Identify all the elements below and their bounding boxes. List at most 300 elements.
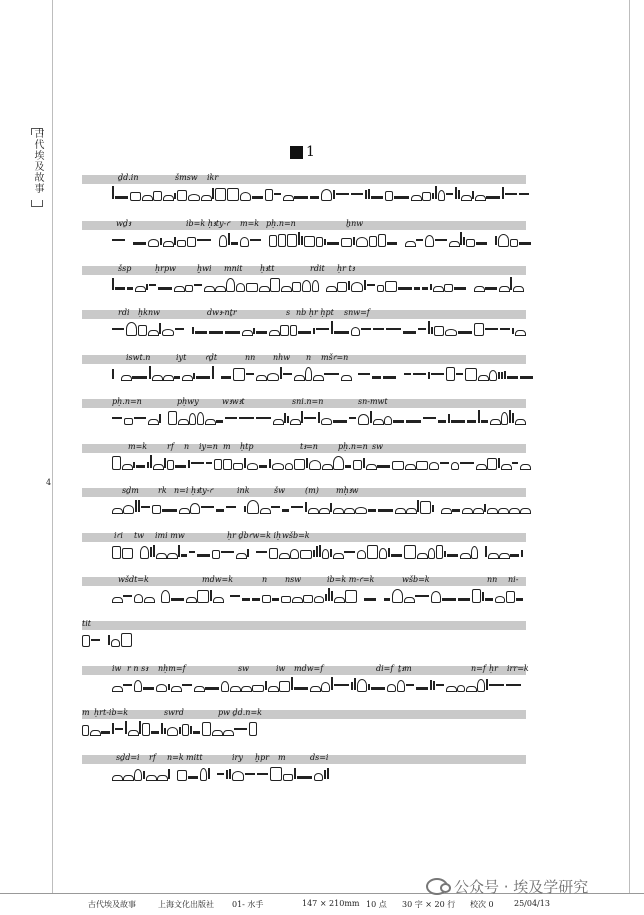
transliteration-word: rf	[167, 442, 174, 451]
hieroglyph-glyph	[246, 373, 254, 375]
hieroglyph-glyph	[269, 548, 278, 559]
hieroglyph-glyph	[510, 239, 518, 247]
hieroglyph-row	[82, 498, 526, 516]
hieroglyph-glyph	[242, 330, 253, 336]
hieroglyph-glyph	[247, 500, 259, 514]
hieroglyph-glyph	[236, 553, 247, 559]
transliteration-word: iyt	[176, 353, 187, 362]
hieroglyph-glyph	[147, 462, 149, 468]
hieroglyph-glyph	[486, 679, 488, 690]
hieroglyph-glyph	[373, 419, 384, 425]
hieroglyph-glyph	[308, 508, 319, 514]
hieroglyph-glyph	[201, 506, 214, 508]
hieroglyph-glyph	[214, 459, 222, 470]
hieroglyph-glyph	[144, 597, 155, 603]
hieroglyph-glyph	[423, 417, 436, 419]
text-line	[82, 664, 529, 696]
transliteration-word: pḥwy	[177, 397, 199, 406]
hieroglyph-glyph	[134, 417, 146, 419]
hieroglyph-glyph	[415, 595, 429, 597]
transliteration-word: ḥr ḏbꜥw=k iḥ	[227, 531, 282, 540]
hieroglyph-glyph	[322, 549, 329, 559]
hieroglyph-glyph	[498, 458, 500, 468]
hieroglyph-glyph	[212, 366, 214, 379]
hieroglyph-glyph	[353, 237, 355, 245]
hieroglyph-glyph	[252, 685, 264, 692]
transliteration-word: dwꜣ-nṯr	[207, 308, 237, 317]
hieroglyph-glyph	[193, 373, 195, 379]
hieroglyph-glyph	[215, 286, 226, 292]
hieroglyph-glyph	[310, 686, 321, 692]
hieroglyph-glyph	[153, 464, 164, 470]
hieroglyph-glyph	[387, 242, 397, 245]
hieroglyph-glyph	[161, 723, 163, 734]
hieroglyph-glyph	[451, 462, 459, 470]
hieroglyph-glyph	[195, 331, 207, 334]
hieroglyph-glyph	[452, 509, 460, 512]
transliteration-word: n	[262, 575, 268, 584]
hieroglyph-glyph	[125, 721, 127, 734]
hieroglyph-glyph	[521, 550, 523, 557]
transliteration-word: n=f	[471, 664, 486, 673]
hieroglyph-glyph	[178, 545, 180, 557]
hieroglyph-glyph	[312, 280, 319, 292]
hieroglyph-glyph	[82, 635, 90, 647]
transliteration-bar	[82, 175, 526, 184]
hieroglyph-glyph	[134, 680, 142, 692]
hieroglyph-glyph	[205, 419, 216, 425]
hieroglyph-glyph	[310, 196, 319, 199]
hieroglyph-glyph	[194, 686, 205, 692]
hieroglyph-glyph	[378, 509, 393, 512]
hieroglyph-glyph	[149, 366, 151, 379]
hieroglyph-glyph	[171, 598, 184, 601]
hieroglyph-glyph	[472, 191, 474, 199]
hieroglyph-glyph	[182, 724, 189, 736]
hieroglyph-glyph	[122, 464, 133, 470]
hieroglyph-glyph	[398, 287, 412, 290]
hieroglyph-glyph	[477, 679, 485, 692]
hieroglyph-glyph	[123, 775, 134, 781]
transliteration-word: sw	[238, 664, 249, 673]
hieroglyph-glyph	[141, 506, 150, 508]
hieroglyph-glyph	[270, 767, 282, 781]
hieroglyph-glyph	[371, 687, 385, 690]
hieroglyph-glyph	[148, 330, 159, 336]
hieroglyph-glyph	[112, 597, 123, 603]
hieroglyph-glyph	[331, 321, 333, 334]
hieroglyph-glyph	[404, 545, 416, 559]
hieroglyph-glyph	[365, 190, 367, 199]
hieroglyph-glyph	[298, 232, 300, 245]
hieroglyph-glyph	[189, 413, 196, 425]
hieroglyph-glyph	[168, 769, 170, 779]
text-line	[82, 444, 526, 474]
hieroglyph-glyph	[316, 237, 323, 247]
hieroglyph-glyph	[233, 368, 245, 381]
hieroglyph-glyph	[387, 684, 396, 692]
transliteration-word: pḥ.n=n	[112, 397, 142, 406]
hieroglyph-glyph	[179, 508, 190, 514]
hieroglyph-row	[82, 276, 526, 294]
hieroglyph-glyph	[451, 420, 465, 423]
hieroglyph-glyph	[363, 458, 365, 468]
hieroglyph-glyph	[159, 323, 161, 334]
hieroglyph-glyph	[474, 286, 485, 292]
hieroglyph-glyph	[197, 554, 210, 557]
hieroglyph-glyph	[177, 190, 187, 201]
hieroglyph-glyph	[234, 728, 247, 730]
hieroglyph-glyph	[369, 236, 377, 247]
hieroglyph-glyph	[186, 597, 197, 603]
hieroglyph-glyph	[204, 286, 215, 292]
hieroglyph-glyph	[397, 680, 405, 692]
hieroglyph-glyph	[507, 376, 518, 379]
hieroglyph-glyph	[489, 370, 497, 381]
hieroglyph-glyph	[216, 509, 224, 512]
hieroglyph-glyph	[411, 195, 422, 201]
hieroglyph-glyph	[252, 598, 260, 601]
hieroglyph-glyph	[466, 239, 475, 247]
text-line	[82, 577, 526, 607]
hieroglyph-glyph	[177, 770, 187, 781]
transliteration-word: wšb=k	[282, 531, 310, 540]
hieroglyph-row	[82, 409, 526, 427]
transliteration-word: ṯꜣm	[398, 664, 412, 673]
hieroglyph-glyph	[269, 459, 271, 468]
hieroglyph-glyph	[221, 681, 229, 692]
hieroglyph-glyph	[149, 284, 156, 286]
hieroglyph-glyph	[229, 769, 231, 779]
hieroglyph-glyph	[256, 417, 271, 419]
hieroglyph-glyph	[230, 595, 240, 597]
hieroglyph-glyph	[253, 328, 255, 334]
hieroglyph-glyph	[433, 681, 435, 690]
hieroglyph-glyph	[283, 195, 294, 201]
hieroglyph-glyph	[152, 375, 163, 381]
hieroglyph-glyph	[392, 461, 404, 470]
text-line	[82, 310, 526, 340]
hieroglyph-glyph	[112, 508, 123, 514]
hieroglyph-glyph	[458, 598, 470, 601]
hieroglyph-glyph	[327, 768, 329, 779]
hieroglyph-glyph	[247, 549, 249, 557]
hieroglyph-glyph	[210, 590, 212, 601]
hieroglyph-row	[82, 720, 526, 738]
hieroglyph-glyph	[324, 373, 339, 375]
hieroglyph-glyph	[457, 685, 465, 692]
hieroglyph-glyph	[341, 375, 352, 381]
hieroglyph-glyph	[422, 287, 428, 290]
transliteration-word: sw	[372, 442, 383, 451]
transliteration-word: wꜣwꜣt	[222, 397, 245, 406]
hieroglyph-glyph	[178, 419, 189, 425]
hieroglyph-glyph	[112, 186, 114, 199]
hieroglyph-glyph	[498, 508, 509, 514]
hieroglyph-row	[82, 631, 526, 649]
hieroglyph-glyph	[245, 773, 255, 775]
transliteration-word: iry	[232, 753, 243, 762]
transliteration-word: n=i ḥꜣty-ꜥ	[174, 486, 214, 495]
hieroglyph-glyph	[455, 187, 457, 199]
text-line	[82, 175, 526, 205]
transliteration-word: rk	[158, 486, 167, 495]
hieroglyph-glyph	[136, 465, 145, 468]
hieroglyph-glyph	[123, 505, 134, 514]
hieroglyph-glyph	[146, 775, 157, 781]
transliteration-word: wšdt=k	[118, 575, 149, 584]
transliteration-word: rdit	[310, 264, 325, 273]
hieroglyph-glyph	[197, 412, 204, 425]
transliteration-word: pḥ.n=n	[266, 219, 296, 228]
hieroglyph-glyph	[175, 465, 186, 468]
transliteration-word: mšꜥ=n	[321, 353, 349, 362]
transliteration-word: m	[278, 753, 286, 762]
hieroglyph-glyph	[226, 506, 236, 508]
hieroglyph-glyph	[139, 721, 141, 734]
hieroglyph-glyph	[393, 420, 404, 423]
transliteration-bar	[82, 710, 526, 719]
transliteration-word: nn	[245, 353, 256, 362]
hieroglyph-glyph	[465, 368, 477, 381]
hieroglyph-glyph	[370, 411, 372, 423]
hieroglyph-glyph	[112, 456, 121, 470]
transliteration-word: r n sꜣ	[127, 664, 149, 673]
hieroglyph-glyph	[265, 189, 273, 201]
running-title: 古代埃及故事	[32, 128, 43, 194]
transliteration-word: snw=f	[344, 308, 370, 317]
hieroglyph-glyph	[371, 196, 383, 199]
hieroglyph-glyph	[377, 285, 384, 292]
hieroglyph-glyph	[206, 462, 212, 464]
transliteration-bar	[82, 621, 526, 630]
hieroglyph-glyph	[367, 284, 375, 286]
hieroglyph-glyph	[273, 419, 284, 425]
hieroglyph-glyph	[278, 234, 286, 247]
hieroglyph-glyph	[314, 596, 324, 603]
transliteration-word: ḥtp	[240, 442, 254, 451]
hieroglyph-glyph	[304, 236, 315, 247]
hieroglyph-glyph	[385, 191, 393, 201]
hieroglyph-glyph	[333, 508, 344, 514]
hieroglyph-glyph	[265, 681, 267, 690]
hieroglyph-glyph	[225, 417, 237, 419]
hieroglyph-glyph	[361, 328, 371, 330]
hieroglyph-glyph	[417, 500, 419, 512]
hieroglyph-glyph	[287, 234, 297, 247]
hieroglyph-glyph	[373, 328, 384, 330]
hieroglyph-glyph	[294, 459, 305, 470]
hieroglyph-glyph	[290, 419, 301, 425]
hieroglyph-glyph	[444, 551, 446, 557]
hieroglyph-glyph	[167, 553, 178, 559]
hieroglyph-glyph	[270, 278, 280, 292]
hieroglyph-glyph	[364, 280, 366, 290]
footer-item: 校次 0	[470, 900, 494, 909]
footer-item: 30 字 × 20 行	[402, 900, 456, 909]
hieroglyph-glyph	[223, 459, 232, 470]
hieroglyph-glyph	[182, 684, 192, 686]
hieroglyph-glyph	[219, 235, 227, 247]
hieroglyph-glyph	[456, 373, 463, 375]
hieroglyph-glyph	[192, 327, 194, 334]
hieroglyph-glyph	[351, 193, 363, 195]
hieroglyph-glyph	[121, 633, 132, 647]
hieroglyph-glyph	[431, 373, 444, 375]
hieroglyph-glyph	[280, 325, 289, 336]
hieroglyph-glyph	[333, 553, 344, 559]
hieroglyph-glyph	[500, 328, 510, 330]
hieroglyph-glyph	[227, 188, 239, 201]
hieroglyph-glyph	[142, 723, 150, 736]
hieroglyph-glyph	[319, 545, 321, 557]
hieroglyph-glyph	[194, 284, 202, 286]
hieroglyph-glyph	[226, 278, 235, 292]
hieroglyph-glyph	[316, 546, 318, 557]
footer-item: 01- 水手	[232, 900, 264, 909]
hieroglyph-glyph	[334, 331, 349, 334]
hieroglyph-row	[82, 320, 526, 338]
hieroglyph-glyph	[341, 238, 352, 247]
hieroglyph-glyph	[300, 550, 312, 559]
transliteration-word: ḥꜣtt	[260, 264, 275, 273]
hieroglyph-glyph	[355, 507, 367, 514]
hieroglyph-glyph	[112, 239, 125, 241]
hieroglyph-glyph	[217, 773, 224, 775]
hieroglyph-glyph	[499, 286, 510, 292]
hieroglyph-glyph	[512, 462, 518, 464]
wechat-icon	[426, 878, 448, 895]
hieroglyph-glyph	[484, 504, 486, 512]
transliteration-word: nsw	[285, 575, 302, 584]
hieroglyph-glyph	[291, 677, 293, 690]
hieroglyph-glyph	[501, 412, 508, 425]
transliteration-word: tit	[82, 619, 91, 628]
hieroglyph-glyph	[435, 186, 437, 199]
hieroglyph-glyph	[135, 286, 146, 292]
hieroglyph-glyph	[471, 546, 478, 559]
transliteration-word: ib=k m-ꜥ=k	[327, 575, 375, 584]
hieroglyph-row	[82, 185, 526, 203]
hieroglyph-glyph	[160, 238, 162, 245]
hieroglyph-glyph	[495, 596, 505, 603]
hieroglyph-glyph	[200, 768, 207, 781]
transliteration-word: irr=k	[507, 664, 529, 673]
transliteration-word: nn	[487, 575, 498, 584]
hieroglyph-glyph	[162, 329, 174, 336]
hieroglyph-glyph	[268, 686, 279, 692]
section-heading	[290, 144, 315, 160]
hieroglyph-glyph	[260, 508, 271, 514]
transliteration-word: mitt	[186, 753, 203, 762]
hieroglyph-row	[82, 676, 526, 694]
hieroglyph-glyph	[509, 508, 520, 514]
hieroglyph-glyph	[112, 686, 123, 692]
hieroglyph-glyph	[148, 239, 159, 247]
transliteration-word: wšb=k	[402, 575, 430, 584]
hieroglyph-glyph	[133, 242, 146, 245]
hieroglyph-glyph	[274, 193, 281, 195]
hieroglyph-glyph	[313, 328, 315, 334]
hieroglyph-glyph	[516, 598, 523, 601]
hieroglyph-glyph	[489, 684, 504, 686]
hieroglyph-glyph	[242, 598, 250, 601]
hieroglyph-glyph	[446, 686, 457, 692]
hieroglyph-glyph	[271, 506, 280, 508]
hieroglyph-glyph	[430, 680, 432, 690]
hieroglyph-glyph	[247, 463, 258, 470]
text-line	[82, 710, 526, 740]
transliteration-word: imi mw	[155, 531, 185, 540]
transliteration-word: ḫwi	[197, 264, 212, 273]
hieroglyph-glyph	[267, 373, 279, 381]
hieroglyph-glyph	[197, 239, 211, 241]
hieroglyph-glyph	[515, 419, 526, 425]
hieroglyph-glyph	[391, 554, 402, 557]
transliteration-word: mdw=f	[294, 664, 324, 673]
hieroglyph-glyph	[208, 768, 210, 779]
hieroglyph-glyph	[322, 464, 333, 470]
hieroglyph-glyph	[445, 329, 457, 336]
text-line	[82, 755, 526, 785]
hieroglyph-glyph	[388, 548, 390, 557]
hieroglyph-glyph	[174, 286, 185, 292]
hieroglyph-glyph	[519, 242, 531, 245]
hieroglyph-glyph	[262, 595, 271, 603]
black-square-icon	[290, 146, 303, 159]
hieroglyph-glyph	[108, 635, 110, 645]
hieroglyph-glyph	[161, 590, 170, 603]
hieroglyph-glyph	[486, 196, 500, 199]
hieroglyph-glyph	[327, 242, 339, 245]
hieroglyph-glyph	[163, 195, 174, 201]
hieroglyph-glyph	[385, 281, 397, 292]
hieroglyph-glyph	[434, 326, 444, 336]
hieroglyph-glyph	[190, 503, 200, 514]
transliteration-word: sḏm	[122, 486, 139, 495]
hieroglyph-glyph	[367, 545, 378, 559]
transliteration-word: n	[306, 353, 312, 362]
hieroglyph-glyph	[292, 597, 303, 603]
hieroglyph-glyph	[438, 420, 446, 423]
transliteration-word: iy=n	[199, 442, 218, 451]
hieroglyph-glyph	[138, 500, 140, 512]
hieroglyph-glyph	[233, 463, 243, 470]
hieroglyph-glyph	[143, 771, 145, 779]
transliteration-bar	[82, 221, 526, 230]
hieroglyph-glyph	[510, 277, 512, 290]
transliteration-word: swrd	[164, 708, 184, 717]
hieroglyph-glyph	[336, 193, 349, 195]
hieroglyph-glyph	[124, 418, 133, 425]
hieroglyph-glyph	[134, 769, 142, 781]
transliteration-word: rf	[149, 753, 156, 762]
hieroglyph-glyph	[269, 330, 280, 336]
hieroglyph-glyph	[216, 420, 223, 423]
hieroglyph-glyph	[463, 237, 465, 245]
hieroglyph-glyph	[458, 331, 472, 334]
hieroglyph-glyph	[297, 776, 312, 779]
footer-item: 25/04/13	[514, 899, 550, 908]
hieroglyph-glyph	[285, 463, 293, 470]
hieroglyph-glyph	[334, 597, 345, 603]
transliteration-word: ni-	[508, 575, 519, 584]
hieroglyph-glyph	[252, 196, 263, 199]
hieroglyph-glyph	[162, 509, 177, 512]
hieroglyph-glyph	[444, 284, 453, 292]
transliteration-word: iswt.n	[126, 353, 151, 362]
hieroglyph-glyph	[228, 233, 230, 245]
